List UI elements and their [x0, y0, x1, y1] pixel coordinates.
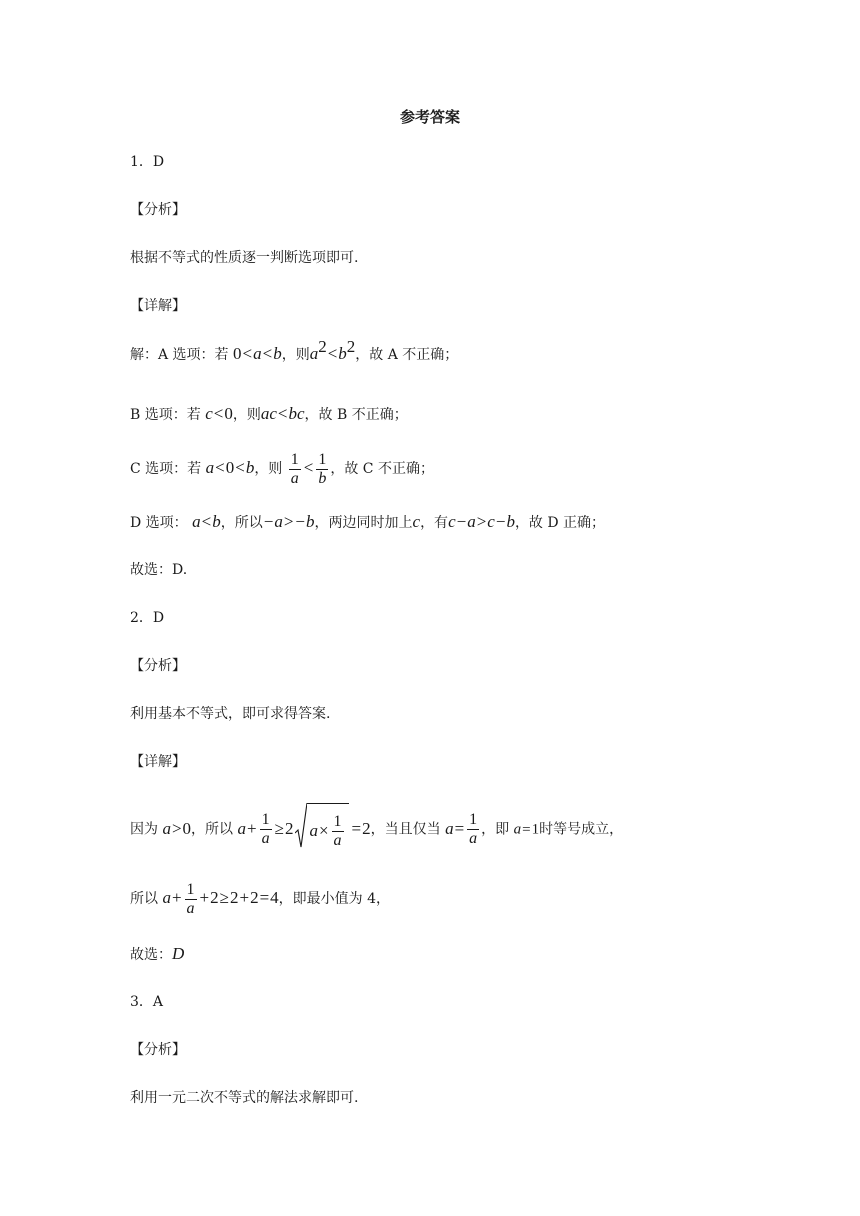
q1-option-c	[130, 448, 434, 489]
q2-detail-label: 【详解】	[130, 754, 186, 770]
q1-option-a	[130, 337, 459, 367]
q2-l1-mid-1: ，所以	[191, 821, 234, 838]
q1-d-mid-2: ，两边同时加上	[314, 515, 413, 531]
q2-l1-suffix: 时等号成立，	[539, 821, 624, 838]
q1-analysis-text: 根据不等式的性质逐一判断选项即可.	[130, 250, 359, 266]
q1-d-suffix: ，故 D 正确；	[514, 515, 606, 531]
q2-l1-prefix: 因为	[130, 821, 158, 838]
q1-a-mid: ，则	[281, 347, 310, 363]
q2-line-2	[130, 876, 390, 921]
q1-b-prefix: B 选项：若	[130, 407, 201, 423]
q1-d-var-c: c	[412, 512, 421, 531]
q1-d-prefix: D 选项：	[130, 515, 188, 531]
q2-l1-mid-2: ，当且仅当	[370, 821, 441, 838]
q1-conclusion: 故选：D.	[130, 562, 188, 578]
q1-a-formula-1: 0<a<b	[233, 344, 282, 363]
q1-d-formula-3: c−a>c−b	[448, 512, 515, 531]
page-title: 参考答案	[399, 108, 460, 126]
q2-conclusion	[130, 942, 184, 967]
q2-analysis-label: 【分析】	[130, 658, 186, 674]
q1-b-formula-1: c<0	[205, 404, 233, 423]
q2-conclusion-prefix: 故选：	[130, 947, 172, 963]
q1-d-formula-2: −a> −b	[263, 512, 315, 531]
q2-l1-formula-3: a= $\frac{1}{a}$	[445, 811, 478, 847]
q1-c-formula-2: $\frac{1}{a}$ < $\frac{1}{b}$	[290, 450, 327, 487]
q2-analysis-text: 利用基本不等式，即可求得答案.	[130, 706, 331, 722]
q2-l1-formula-1: a>0	[162, 818, 192, 838]
q1-c-formula-1: a<0<b	[205, 458, 255, 477]
radical-sign-icon	[295, 803, 307, 849]
q1-a-suffix: ，故 A 不正确；	[355, 347, 459, 363]
q1-a-formula-2: $a^2<b^2$	[309, 337, 356, 363]
q1-header: 1．D	[130, 154, 165, 170]
q1-b-mid: ，则	[232, 407, 261, 423]
q1-d-mid-1: ，所以	[220, 515, 263, 531]
q1-c-suffix: ，故 C 不正确；	[330, 461, 434, 477]
q2-header: 2．D	[130, 610, 165, 626]
q2-l1-formula-4: a=1	[513, 821, 540, 838]
q1-detail-label: 【详解】	[130, 298, 186, 314]
q3-analysis-label: 【分析】	[130, 1042, 186, 1058]
q2-l2-formula: a+ $\frac{1}{a}$ +2≥2+2=4	[162, 880, 279, 917]
q2-line-1	[130, 803, 623, 856]
q1-option-d	[130, 510, 605, 535]
q2-l2-prefix: 所以	[130, 891, 158, 907]
q2-l2-suffix: ，即最小值为 4，	[278, 891, 391, 907]
q1-d-formula-1: a<b	[192, 512, 221, 531]
q3-header: 3．A	[130, 994, 164, 1010]
q1-b-formula-2: ac<bc	[260, 404, 305, 423]
q3-analysis-text: 利用一元二次不等式的解法求解即可.	[130, 1090, 359, 1106]
q1-b-suffix: ，故 B 不正确；	[304, 407, 408, 423]
q2-l1-formula-2: a+ $\frac{1}{a}$ ≥2 a × $\frac{1}{a}$ =2	[238, 822, 371, 838]
q2-l1-mid-3: ，即	[481, 821, 510, 838]
q1-d-mid-3: ，有	[420, 515, 449, 531]
q1-c-mid: ，则	[254, 461, 283, 477]
q1-option-b	[130, 402, 408, 427]
q1-a-prefix: 解：A 选项：若	[130, 347, 229, 363]
q1-analysis-label: 【分析】	[130, 202, 186, 218]
q1-c-prefix: C 选项：若	[130, 461, 202, 477]
q2-conclusion-answer: D	[172, 944, 185, 963]
